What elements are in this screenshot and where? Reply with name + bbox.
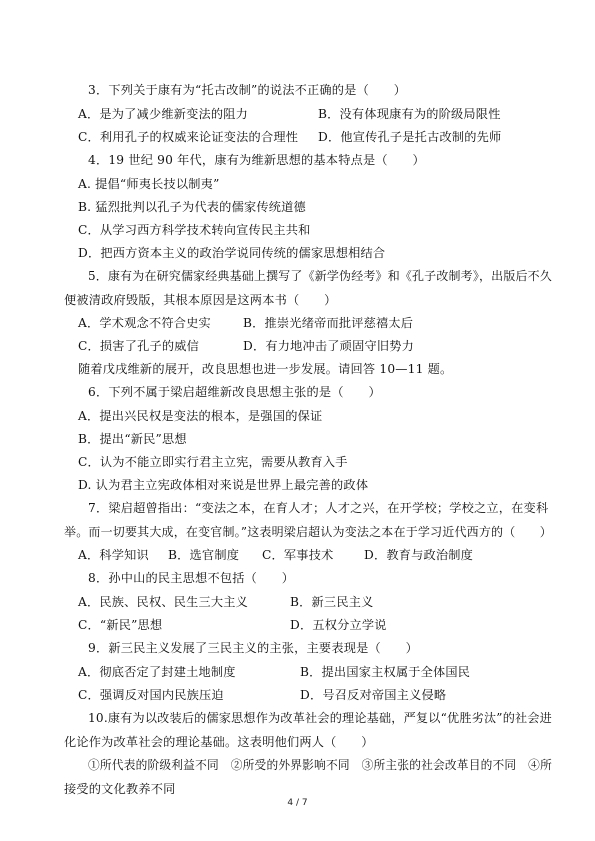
q4-option-d: D．把西方资本主义的政治学说同传统的儒家思想相结合 — [78, 246, 386, 260]
q3-option-a: A．是为了减少维新变法的阻力 — [78, 107, 249, 121]
q6-option-d: D. 认为君主立宪政体相对来说是世界上最完善的政体 — [78, 478, 369, 492]
q4-option-c: C．从学习西方科学技术转向宣传民主共和 — [78, 223, 311, 237]
q8-stem: 8．孙中山的民主思想不包括（ ） — [88, 571, 295, 585]
q7-option-a: A．科学知识 — [78, 548, 149, 562]
q9-option-a: A．彻底否定了封建土地制度 — [78, 665, 236, 679]
q4-option-b: B. 猛烈批判以孔子为代表的儒家传统道德 — [78, 200, 306, 214]
section-intro: 随着戊戌维新的展开，改良思想也进一步发展。请回答 10—11 题。 — [78, 362, 453, 376]
q3-option-d: D．他宣传孔子是托古改制的先师 — [318, 130, 502, 144]
q9-stem: 9．新三民主义发展了三民主义的主张，主要表现是（ ） — [88, 641, 419, 655]
q9-option-c: C．强调反对国内民族压迫 — [78, 688, 224, 702]
q8-option-c: C．“新民”思想 — [78, 618, 163, 632]
q5-option-d: D．有力地冲击了顽固守旧势力 — [243, 339, 415, 353]
q3-option-c: C．利用孔子的权威来论证变法的合理性 — [78, 130, 299, 144]
q8-option-b: B．新三民主义 — [290, 595, 374, 609]
q10-stem-line1: 10.康有为以改装后的儒家思想作为改革社会的理论基础，严复以“优胜劣汰”的社会进 — [88, 711, 552, 725]
q4-option-a: A. 提倡“师夷长技以制夷” — [78, 177, 220, 191]
q9-option-d: D．号召反对帝国主义侵略 — [300, 688, 447, 702]
q4-stem: 4．19 世纪 90 年代，康有为维新思想的基本特点是（ ） — [88, 153, 425, 167]
q6-option-a: A．提出兴民权是变法的根本，是强国的保证 — [78, 409, 323, 423]
q5-stem-line2: 便被清政府毁版，其根本原因是这两本书（ ） — [64, 293, 337, 307]
q6-stem: 6．下列不属于梁启超维新改良思想主张的是（ ） — [88, 385, 381, 399]
q6-option-c: C．认为不能立即实行君主立宪，需要从教育入手 — [78, 455, 348, 469]
page-number: 4 / 7 — [287, 798, 308, 808]
q7-stem-line1: 7．梁启超曾指出：“变法之本，在育人才；人才之兴，在开学校；学校之立，在变科 — [88, 501, 549, 515]
q7-option-b: B．选官制度 — [168, 548, 240, 562]
q5-stem-line1: 5．康有为在研究儒家经典基础上撰写了《新学伪经考》和《孔子改制考》，出版后不久 — [88, 269, 552, 283]
q5-option-a: A．学术观念不符合史实 — [78, 316, 211, 330]
q9-option-b: B．提出国家主权属于全体国民 — [300, 665, 471, 679]
q10-options-line1: ①所代表的阶级利益不同 ②所受的外界影响不同 ③所主张的社会改革目的不同 ④所 — [88, 758, 552, 772]
q6-option-b: B．提出“新民”思想 — [78, 432, 187, 446]
q7-option-c: C．军事技术 — [262, 548, 334, 562]
q7-stem-line2: 举。而一切要其大成，在变官制。”这表明梁启超认为变法之本在于学习近代西方的（ ） — [64, 525, 553, 539]
q5-option-c: C．损害了孔子的威信 — [78, 339, 200, 353]
q3-option-b: B．没有体现康有为的阶级局限性 — [318, 107, 501, 121]
q10-options-line2: 接受的文化教养不同 — [64, 782, 176, 796]
q8-option-a: A．民族、民权、民生三大主义 — [78, 595, 249, 609]
q10-stem-line2: 化论作为改革社会的理论基础。这表明他们两人（ ） — [64, 735, 374, 749]
q3-stem: 3．下列关于康有为“托古改制”的说法不正确的是（ ） — [88, 83, 407, 97]
q5-option-b: B．推崇光绪帝而批评慈禧太后 — [243, 316, 414, 330]
q7-option-d: D．教育与政治制度 — [364, 548, 474, 562]
q8-option-d: D．五权分立学说 — [290, 618, 387, 632]
